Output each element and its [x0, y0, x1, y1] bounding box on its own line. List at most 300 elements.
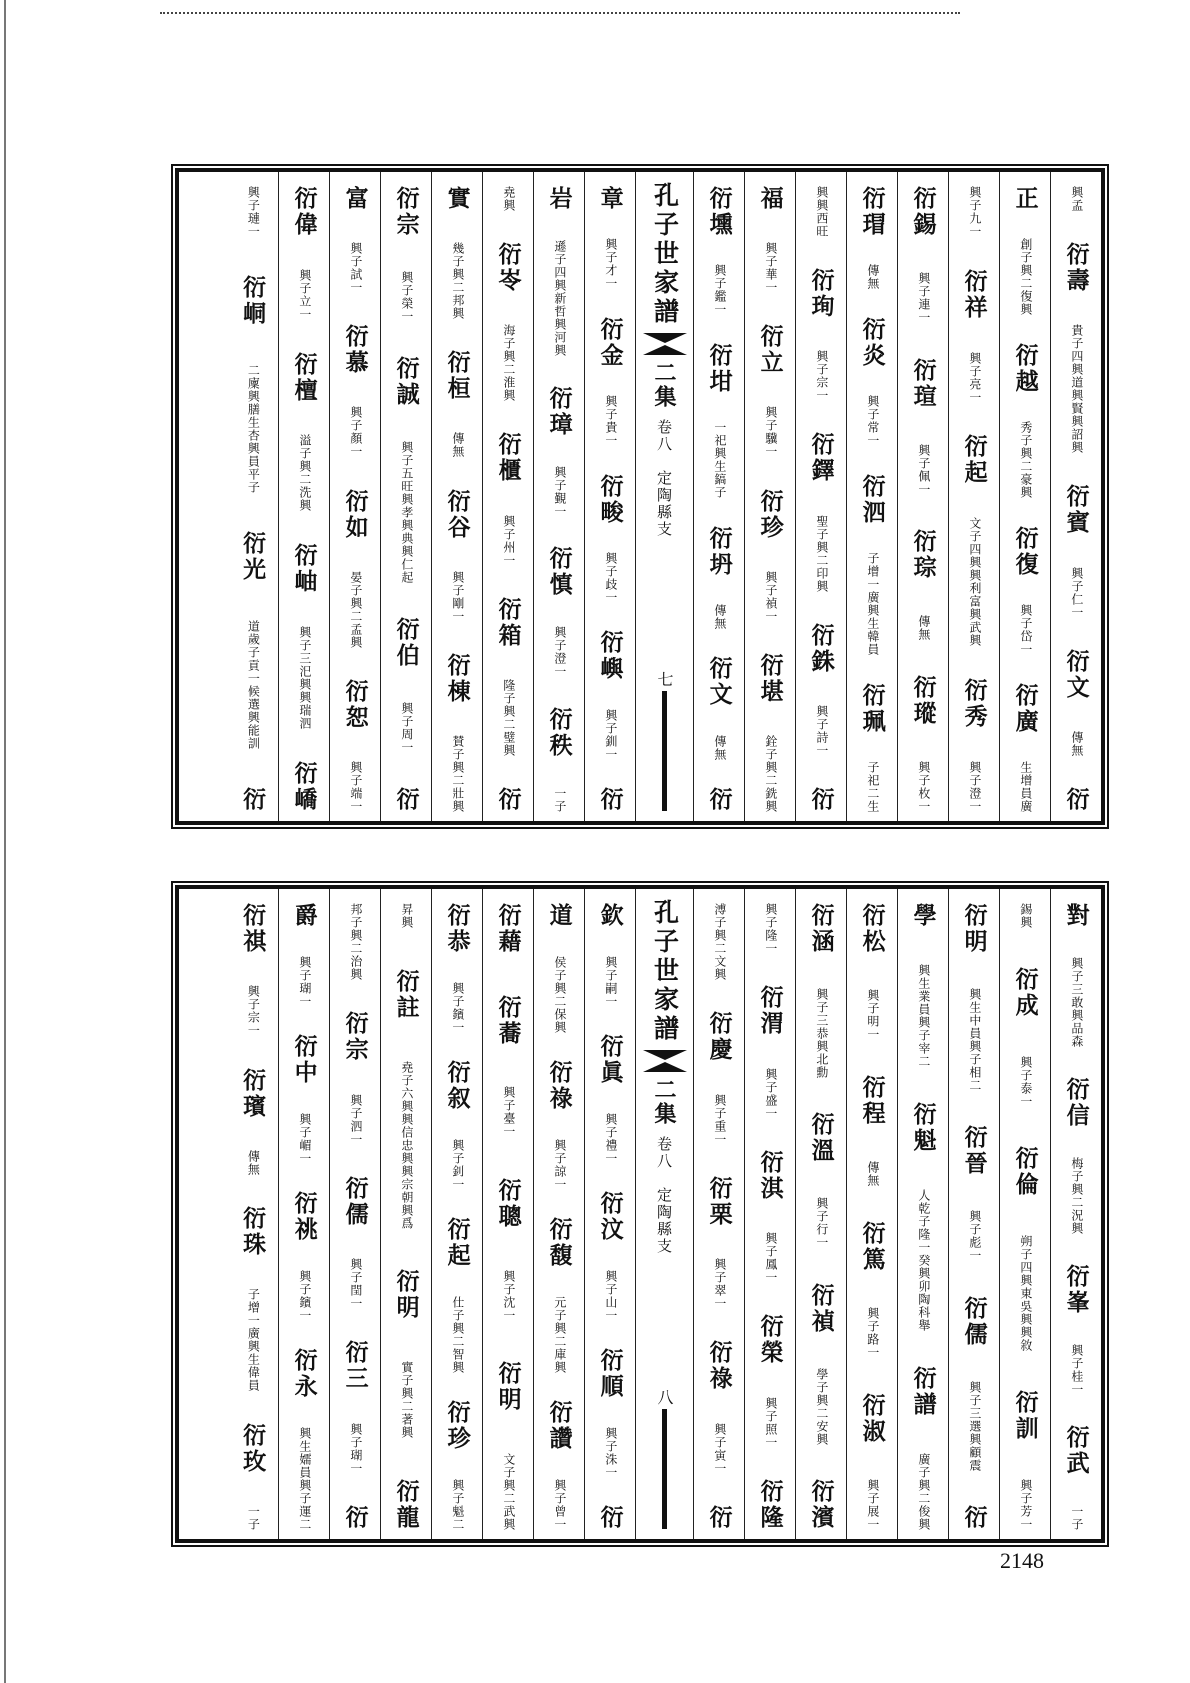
- person-name: 衍嶼: [596, 630, 624, 683]
- annotation-note: 興子才一: [603, 238, 618, 291]
- person-name: 衍堪: [756, 652, 784, 705]
- annotation-note: 興子釗一: [450, 1138, 465, 1191]
- person-name: 衍: [807, 786, 835, 813]
- person-name: 衍琮: [909, 529, 937, 582]
- genealogy-column: [999, 889, 1050, 1539]
- annotation-note: 興子桂一: [1069, 1344, 1084, 1397]
- person-name: 衍鐸: [807, 432, 835, 485]
- branch-label: 定陶縣支: [655, 1170, 673, 1255]
- person-name: 富: [341, 186, 369, 212]
- annotation-note: 昇興: [399, 903, 414, 929]
- annotation-note: 興子三恭興北勳: [814, 988, 829, 1080]
- person-name: 衍: [705, 787, 733, 813]
- annotation-note: 興子照一: [763, 1396, 778, 1449]
- person-name: 衍明: [494, 1361, 522, 1414]
- annotation-note: 興興西旺: [814, 186, 829, 238]
- genealogy-column: [693, 889, 744, 1539]
- person-name: 衍瑁: [858, 186, 886, 238]
- person-name: 衍: [960, 1504, 988, 1531]
- person-name: 衍渭: [756, 985, 784, 1038]
- genealogy-column: [744, 172, 795, 821]
- fish-tail-mark: [643, 1050, 687, 1072]
- annotation-note: 興子山一: [603, 1269, 618, 1322]
- genealogy-page-eight: [175, 885, 1105, 1543]
- annotation-note: 興子泗一: [348, 1093, 363, 1146]
- annotation-note: 興子榮一: [399, 271, 414, 323]
- annotation-note: 興子佩一: [916, 443, 931, 496]
- person-name: 衍龍: [392, 1478, 420, 1531]
- annotation-note: 傳無: [450, 432, 465, 459]
- genealogy-column: [584, 889, 635, 1539]
- annotation-note: 興子諒一: [552, 1138, 567, 1191]
- volume-branch-label: [654, 1136, 675, 1255]
- annotation-note: 興子鑌一: [450, 981, 465, 1034]
- annotation-note: 梅子興二況興: [1069, 1157, 1084, 1236]
- annotation-note: 一祀興生鎬子: [712, 421, 727, 500]
- person-name: 衍岫: [290, 543, 318, 596]
- person-name: 衍譜: [909, 1366, 937, 1419]
- annotation-note: 興子曾一: [552, 1478, 567, 1531]
- person-name: 衍武: [1062, 1424, 1090, 1477]
- annotation-note: 傳無: [916, 615, 931, 642]
- person-name: 衍晉: [960, 1125, 988, 1178]
- annotation-note: 興子泰一: [1018, 1056, 1033, 1108]
- scan-edge: [4, 0, 6, 1683]
- annotation-note: 興子隆一: [763, 903, 778, 955]
- annotation-note: 興子貴一: [603, 395, 618, 448]
- annotation-note: 興子澄一: [552, 626, 567, 679]
- person-name: 衍起: [960, 434, 988, 487]
- person-name: 衍叙: [443, 1060, 471, 1113]
- genealogy-column: [431, 172, 482, 821]
- person-name: 福: [756, 186, 784, 212]
- annotation-note: 興子三汜興興瑞泗: [297, 626, 312, 731]
- annotation-note: 興生中員興子相二: [967, 988, 982, 1093]
- person-name: 衍: [596, 1505, 624, 1531]
- person-name: 岩: [545, 186, 573, 212]
- genealogy-column: [278, 172, 329, 821]
- annotation-note: 興生業員興子宰二: [916, 963, 931, 1068]
- annotation-note: 秀子興二豪興: [1018, 421, 1033, 500]
- person-name: 衍嶠: [290, 760, 318, 813]
- annotation-note: 興子常一: [865, 395, 880, 448]
- annotation-note: 一子: [552, 786, 567, 813]
- annotation-note: 興子端一: [348, 760, 363, 813]
- person-name: 爵: [290, 903, 318, 929]
- annotation-note: 興子宗一: [814, 350, 829, 403]
- person-name: 衍誠: [392, 356, 420, 408]
- annotation-note: 興子五旺興孝興典興仁起: [399, 441, 414, 584]
- person-name: 衍宗: [341, 1011, 369, 1064]
- annotation-note: 傳無: [712, 734, 727, 761]
- scan-noise: [160, 12, 960, 20]
- annotation-note: 興子仁一: [1069, 566, 1084, 619]
- person-name: 衍倫: [1011, 1145, 1039, 1198]
- annotation-note: 興子岱一: [1018, 604, 1033, 657]
- annotation-note: 興子閏一: [348, 1258, 363, 1311]
- annotation-note: 聖子興二印興: [814, 514, 829, 593]
- person-name: 章: [596, 186, 624, 212]
- person-name: 衍隆: [756, 1478, 784, 1531]
- annotation-note: 興子禮一: [603, 1112, 618, 1165]
- annotation-note: 傳無: [865, 1161, 880, 1187]
- genealogy-column: [948, 889, 999, 1539]
- volume-branch-label: [654, 419, 675, 538]
- person-name: 衍珠: [239, 1206, 267, 1259]
- person-name: 衍明: [392, 1269, 420, 1322]
- book-title: 孔子世家譜: [650, 182, 680, 327]
- genealogy-column: [329, 889, 380, 1539]
- annotation-note: 銓子興二銑興: [763, 734, 778, 813]
- annotation-note: 興子嵋一: [297, 1112, 312, 1165]
- person-name: 衍禎: [807, 1282, 835, 1335]
- person-name: 衍三: [341, 1340, 369, 1393]
- person-name: 衍: [392, 787, 420, 813]
- annotation-note: 興子臺一: [501, 1086, 516, 1139]
- person-name: 衍壽: [1062, 242, 1090, 295]
- genealogy-column: [227, 172, 278, 821]
- person-name: 衍錫: [909, 186, 937, 238]
- person-name: 衍箱: [494, 596, 522, 649]
- person-name: 衍眞: [596, 1034, 624, 1086]
- person-name: 衍偉: [290, 186, 318, 238]
- person-name: 衍恕: [341, 678, 369, 731]
- annotation-note: 幾子興二邦興: [450, 242, 465, 321]
- annotation-note: 興子沈一: [501, 1269, 516, 1322]
- person-name: 衍慕: [341, 324, 369, 377]
- genealogy-column: [533, 889, 584, 1539]
- annotation-note: 貴子四興道興賢興詔興: [1069, 324, 1084, 455]
- annotation-note: 興子路一: [865, 1307, 880, 1359]
- annotation-note: 興子彪一: [967, 1210, 982, 1263]
- collection-label: 二集: [651, 361, 677, 409]
- annotation-note: 傳無: [246, 1149, 261, 1176]
- annotation-note: 興子嗣一: [603, 955, 618, 1008]
- annotation-note: 興子驥一: [763, 406, 778, 459]
- annotation-note: 興子翠一: [712, 1258, 727, 1311]
- person-name: 衍儒: [960, 1295, 988, 1348]
- annotation-note: 興子三選興顧震: [967, 1380, 982, 1472]
- person-name: 衍汶: [596, 1191, 624, 1243]
- annotation-note: 興生嬬員興子運二: [297, 1426, 312, 1531]
- genealogy-column: [533, 172, 584, 821]
- person-name: 衍訓: [1011, 1389, 1039, 1442]
- annotation-note: 溢子興二洗興: [297, 434, 312, 513]
- person-name: 衍岺: [494, 242, 522, 295]
- person-name: 衍: [494, 786, 522, 813]
- person-name: 衍慎: [545, 546, 573, 599]
- person-name: 衍金: [596, 316, 624, 369]
- person-name: 衍文: [705, 656, 733, 709]
- person-name: 衍越: [1011, 342, 1039, 395]
- annotation-note: 興子歧一: [603, 551, 618, 604]
- person-name: 衍: [705, 1504, 733, 1531]
- person-name: 衍儒: [341, 1175, 369, 1228]
- volume-label: 卷八: [655, 419, 673, 453]
- person-name: 衍秩: [545, 706, 573, 759]
- person-name: 衍篤: [858, 1221, 886, 1273]
- person-name: 衍: [341, 1504, 369, 1531]
- annotation-note: 海子興二淮興: [501, 324, 516, 403]
- person-name: 衍畯: [596, 473, 624, 526]
- person-name: 衍: [596, 787, 624, 813]
- person-name: 衍桓: [443, 350, 471, 403]
- center-gutter: [635, 172, 693, 821]
- person-name: 衍藉: [494, 903, 522, 955]
- person-name: 衍峯: [1062, 1263, 1090, 1316]
- annotation-note: 興子明一: [865, 989, 880, 1041]
- annotation-note: 人乾子隆一癸興卯陶科舉: [916, 1188, 931, 1332]
- annotation-note: 興子宗一: [246, 985, 261, 1038]
- annotation-note: 興子鑑一: [712, 264, 727, 317]
- person-name: 衍祥: [960, 268, 988, 321]
- annotation-note: 興子瑚一: [348, 1422, 363, 1475]
- genealogy-column: [278, 889, 329, 1539]
- annotation-note: 道歲子貢一候選興能訓: [246, 620, 261, 750]
- annotation-note: 學子興二安興: [814, 1367, 829, 1446]
- person-name: 衍起: [443, 1217, 471, 1270]
- person-name: 學: [909, 903, 937, 929]
- annotation-note: 興子三敢興品森: [1069, 957, 1084, 1049]
- person-name: 衍榮: [756, 1314, 784, 1367]
- person-name: 衍玫: [239, 1422, 267, 1475]
- branch-label: 定陶縣支: [655, 453, 673, 538]
- person-name: 衍涵: [807, 903, 835, 955]
- annotation-note: 興子鳳一: [763, 1232, 778, 1285]
- annotation-note: 一子: [1069, 1504, 1084, 1531]
- annotation-note: 興子芳一: [1018, 1479, 1033, 1531]
- annotation-note: 仕子興二智興: [450, 1295, 465, 1374]
- person-name: 衍讚: [545, 1400, 573, 1453]
- person-name: 欽: [596, 903, 624, 929]
- gutter-bar: [662, 691, 667, 811]
- person-name: 衍瑽: [909, 675, 937, 728]
- annotation-note: 興子九一: [967, 186, 982, 238]
- person-name: 衍祺: [239, 903, 267, 955]
- annotation-note: 興子鑌一: [297, 1269, 312, 1322]
- annotation-note: 創子興二復興: [1018, 238, 1033, 317]
- genealogy-column: [897, 889, 948, 1539]
- person-name: 衍恭: [443, 903, 471, 955]
- genealogy-column: [584, 172, 635, 821]
- person-name: 衍泗: [858, 473, 886, 526]
- person-name: 衍璋: [545, 385, 573, 438]
- person-name: 衍祿: [705, 1340, 733, 1393]
- center-gutter: [635, 889, 693, 1539]
- annotation-note: 興子魁二: [450, 1478, 465, 1531]
- person-name: 衍棟: [443, 652, 471, 705]
- genealogy-column: [329, 172, 380, 821]
- genealogy-column: [846, 889, 897, 1539]
- folio-number: 八: [655, 1389, 674, 1405]
- annotation-note: 興子盛一: [763, 1067, 778, 1120]
- person-name: 衍炎: [858, 316, 886, 369]
- person-name: 衍成: [1011, 966, 1039, 1019]
- annotation-note: 興子詩一: [814, 704, 829, 757]
- annotation-note: 興子覲一: [552, 465, 567, 518]
- genealogy-column: [431, 889, 482, 1539]
- collection-label: 二集: [651, 1078, 677, 1126]
- person-name: 衍谷: [443, 488, 471, 541]
- person-name: 衍中: [290, 1034, 318, 1087]
- person-name: 衍壎: [705, 186, 733, 238]
- annotation-note: 興子華一: [763, 242, 778, 295]
- genealogy-column: [1050, 889, 1101, 1539]
- person-name: 衍秀: [960, 678, 988, 731]
- annotation-note: 傳無: [712, 603, 727, 630]
- person-name: 實: [443, 186, 471, 212]
- annotation-note: 實子興二著興: [399, 1361, 414, 1440]
- genealogy-column: [227, 889, 278, 1539]
- annotation-note: 子增一廣興生偉員: [246, 1288, 261, 1393]
- annotation-note: 興子試一: [348, 242, 363, 295]
- annotation-note: 廣子興二俊興: [916, 1452, 931, 1531]
- genealogy-column: [795, 172, 846, 821]
- annotation-note: 興子澄一: [967, 760, 982, 813]
- fish-tail-mark: [643, 333, 687, 355]
- person-name: 衍櫃: [494, 432, 522, 485]
- person-name: 衍慶: [705, 1011, 733, 1064]
- person-name: 衍賓: [1062, 484, 1090, 537]
- genealogy-column: [380, 889, 431, 1539]
- annotation-note: 邦子興二治興: [348, 903, 363, 981]
- person-name: 衍復: [1011, 525, 1039, 578]
- person-name: 衍珍: [756, 488, 784, 541]
- person-name: 衍馥: [545, 1217, 573, 1270]
- annotation-note: 興子重一: [712, 1093, 727, 1146]
- annotation-note: 朔子四興東吳興興敘: [1018, 1235, 1033, 1352]
- annotation-note: 生增員廣: [1018, 760, 1033, 813]
- annotation-note: 興子璉一: [246, 186, 261, 238]
- annotation-note: 興子枚一: [916, 760, 931, 813]
- person-name: 衍立: [756, 324, 784, 377]
- person-name: 衍松: [858, 903, 886, 955]
- person-name: 衍: [1062, 786, 1090, 813]
- person-name: 道: [545, 903, 573, 929]
- annotation-note: 興子禎一: [763, 570, 778, 623]
- person-name: 衍淑: [858, 1393, 886, 1445]
- annotation-note: 遜子四興新哲興河興: [552, 240, 567, 358]
- genealogy-column: [846, 172, 897, 821]
- annotation-note: 一子: [246, 1504, 261, 1531]
- genealogy-column: [795, 889, 846, 1539]
- page-number: 2148: [1000, 1548, 1044, 1573]
- person-name: 衍永: [290, 1348, 318, 1401]
- person-name: 衍祿: [545, 1060, 573, 1113]
- genealogy-column: [380, 172, 431, 821]
- annotation-note: 興子行一: [814, 1197, 829, 1250]
- annotation-note: 興子釧一: [603, 708, 618, 761]
- annotation-note: 子祀二生: [865, 760, 880, 813]
- annotation-note: 賛子興二壯興: [450, 734, 465, 813]
- person-name: 對: [1062, 903, 1090, 929]
- person-name: 正: [1011, 186, 1039, 212]
- annotation-note: 興子立一: [297, 268, 312, 321]
- annotation-note: 興子洙一: [603, 1426, 618, 1479]
- person-name: 衍明: [960, 903, 988, 955]
- person-name: 衍光: [239, 531, 267, 583]
- genealogy-column: [693, 172, 744, 821]
- annotation-note: 文子四興興利富興武興: [967, 517, 982, 648]
- genealogy-column: [948, 172, 999, 821]
- annotation-note: 興子剛一: [450, 570, 465, 623]
- annotation-note: 堯興: [501, 186, 516, 212]
- annotation-note: 錫興: [1018, 903, 1033, 929]
- person-name: 衍瑄: [909, 357, 937, 410]
- annotation-note: 興子展一: [865, 1479, 880, 1531]
- person-name: 衍程: [858, 1075, 886, 1127]
- annotation-note: 溥子興二文興: [712, 903, 727, 981]
- person-name: 衍璸: [239, 1067, 267, 1120]
- genealogy-page-seven: [175, 168, 1105, 825]
- person-name: 衍宗: [392, 186, 420, 238]
- genealogy-column: [744, 889, 795, 1539]
- person-name: 衍如: [341, 488, 369, 541]
- person-name: 衍銖: [807, 622, 835, 675]
- folio-number: 七: [655, 671, 674, 687]
- person-name: 衍蕎: [494, 994, 522, 1047]
- annotation-note: 興子寅一: [712, 1422, 727, 1475]
- annotation-note: 興子瑚一: [297, 955, 312, 1008]
- annotation-note: 興子顏一: [348, 406, 363, 459]
- annotation-note: 興子亮一: [967, 351, 982, 404]
- genealogy-column: [1050, 172, 1101, 821]
- volume-label: 卷八: [655, 1136, 673, 1170]
- annotation-note: 文子興二武興: [501, 1452, 516, 1531]
- person-name: 衍溫: [807, 1112, 835, 1165]
- person-name: 衍信: [1062, 1076, 1090, 1129]
- annotation-note: 隆子興二璧興: [501, 678, 516, 757]
- annotation-note: 興子州一: [501, 514, 516, 567]
- genealogy-column: [482, 889, 533, 1539]
- person-name: 衍: [239, 787, 267, 813]
- person-name: 衍註: [392, 968, 420, 1021]
- annotation-note: 興子周一: [399, 702, 414, 754]
- person-name: 衍峒: [239, 275, 267, 327]
- person-name: 衍珍: [443, 1400, 471, 1453]
- person-name: 衍珣: [807, 268, 835, 321]
- person-name: 衍坩: [705, 342, 733, 395]
- annotation-note: 侯子興二保興: [552, 955, 567, 1034]
- genealogy-column: [897, 172, 948, 821]
- annotation-note: 二廩興膳生杏興員平子: [246, 364, 261, 494]
- person-name: 衍文: [1062, 648, 1090, 701]
- annotation-note: 興子連一: [916, 271, 931, 324]
- annotation-note: 傳無: [865, 264, 880, 291]
- annotation-note: 元子興二庫興: [552, 1295, 567, 1374]
- annotation-note: 傳無: [1069, 730, 1084, 757]
- person-name: 衍魁: [909, 1102, 937, 1155]
- person-name: 衍坍: [705, 525, 733, 578]
- person-name: 衍聰: [494, 1177, 522, 1230]
- person-name: 衍濱: [807, 1478, 835, 1531]
- annotation-note: 堯子六興興信忠興興宗朝興爲: [399, 1060, 414, 1230]
- genealogy-column: [482, 172, 533, 821]
- annotation-note: 興孟: [1069, 186, 1084, 212]
- genealogy-column: [999, 172, 1050, 821]
- person-name: 衍祧: [290, 1191, 318, 1244]
- annotation-note: 子增一廣興生韓員: [865, 552, 880, 657]
- person-name: 衍順: [596, 1348, 624, 1400]
- person-name: 衍伯: [392, 617, 420, 669]
- person-name: 衍淇: [756, 1149, 784, 1202]
- person-name: 衍栗: [705, 1175, 733, 1228]
- person-name: 衍廣: [1011, 682, 1039, 735]
- person-name: 衍檀: [290, 351, 318, 404]
- person-name: 衍珮: [858, 682, 886, 735]
- gutter-bar: [662, 1409, 667, 1529]
- annotation-note: 晏子興二孟興: [348, 570, 363, 649]
